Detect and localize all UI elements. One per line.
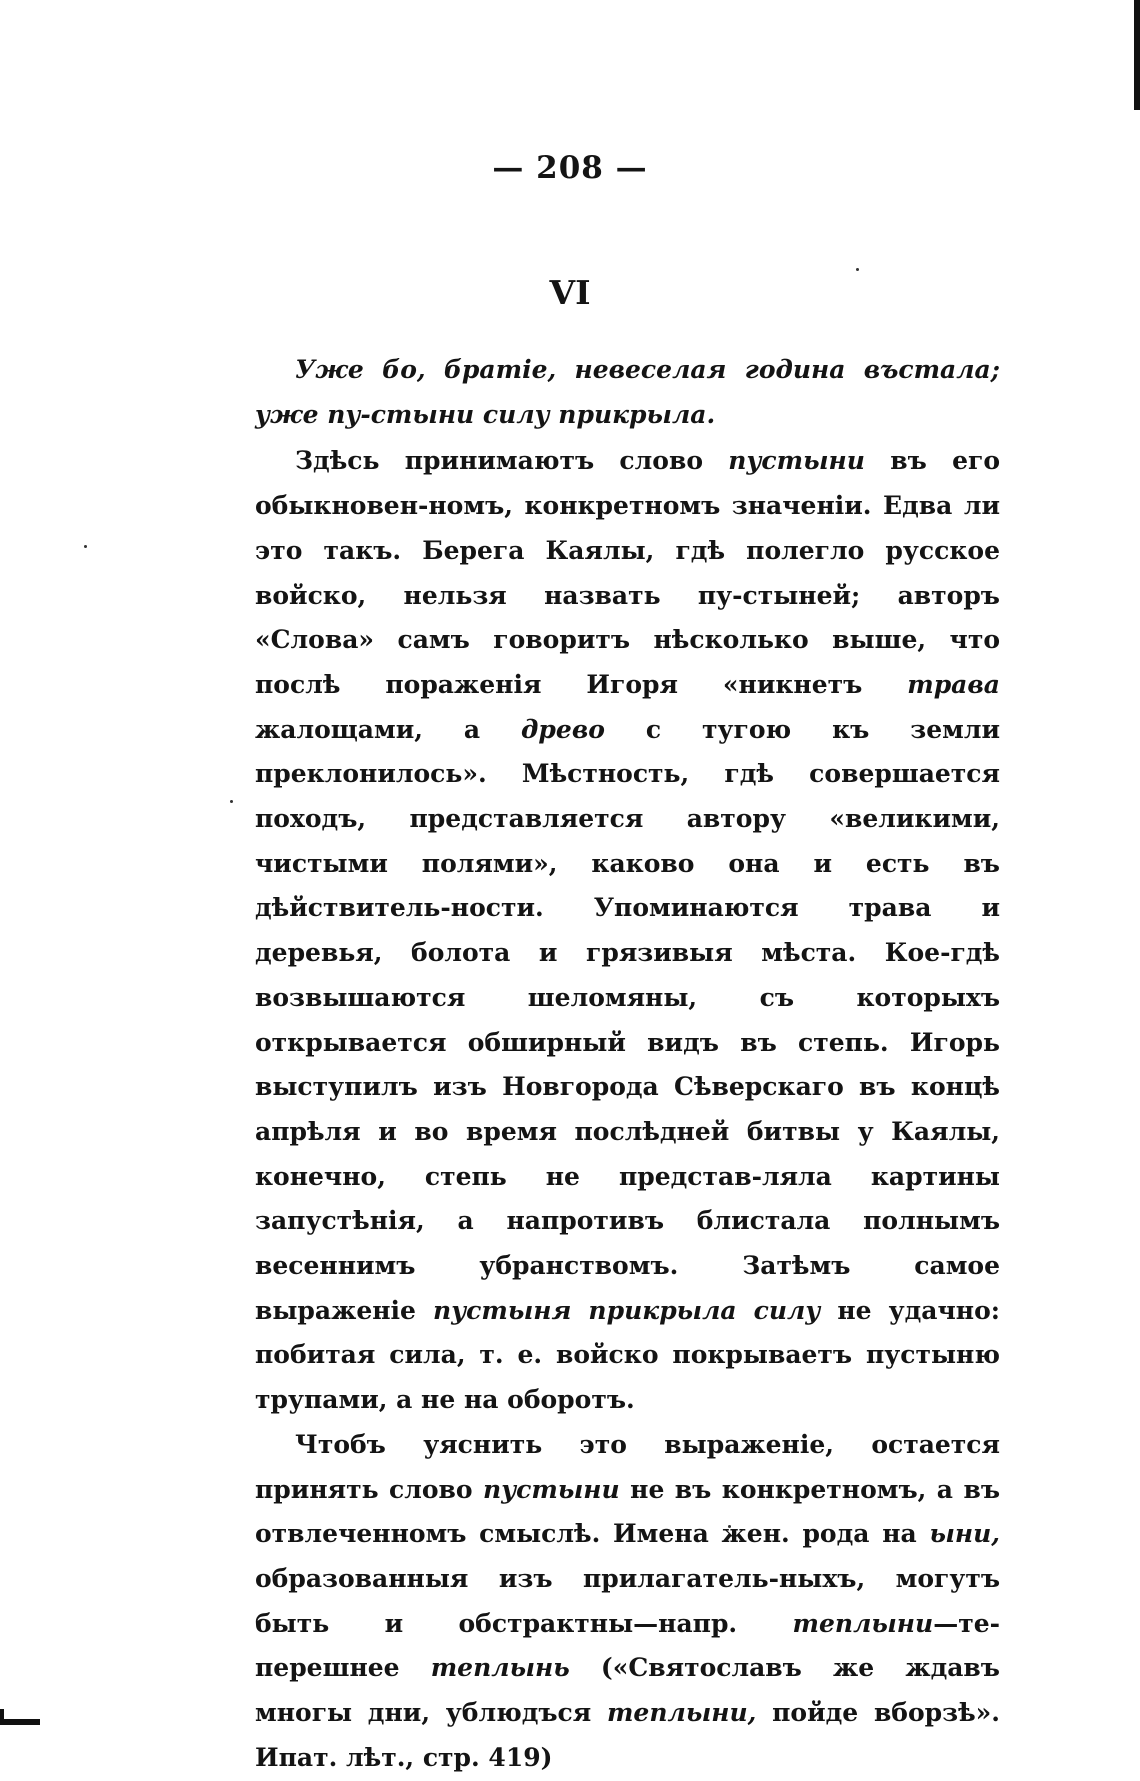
epigraph-text: Уже бо, братіе, невеселая година въстала; уже пу-стыни силу прикрыла. — [255, 355, 1000, 429]
scan-speck — [856, 268, 859, 271]
chapter-heading: VI — [549, 273, 591, 312]
text-run: пойде вборзѣ». Ипат. лѣт., стр. 419) — [255, 1698, 1001, 1772]
scan-edge-mark — [1134, 0, 1140, 110]
text-run-italic: пустыни — [728, 446, 865, 476]
text-run: жалощами, а — [255, 714, 522, 744]
body-text — [255, 348, 1000, 1781]
text-run: Чтобъ уяснить это выраженіе, остается принять слово — [255, 1429, 1000, 1504]
text-run: образованныя изъ прилагатель-ныхъ, могутъ быть и обстрактны—напр. — [255, 1563, 1000, 1638]
scan-speck — [84, 545, 87, 548]
paragraph-2 — [255, 1423, 1000, 1781]
text-run-italic: пустыни — [483, 1474, 620, 1504]
text-run-italic: древо — [521, 714, 605, 744]
scan-corner-mark — [0, 1709, 40, 1725]
scan-speck — [230, 800, 233, 803]
text-run-italic: теплынь — [430, 1653, 570, 1683]
text-run: въ его обыкновен-номъ, конкретномъ значеніи. Едва ли это такъ. Берега Каялы, гдѣ полегло русское войско, нельзя назвать пу-стыней; авторъ «Слова» самъ говоритъ нѣсколько выше, что послѣ пораженія Игоря «никнетъ — [255, 446, 1000, 699]
epigraph — [255, 348, 1000, 437]
text-run: не удачно: побитая сила, т. е. войско покрываетъ пустыню трупами, а не на оборотъ. — [255, 1295, 1000, 1415]
text-run-italic: ыни, — [929, 1519, 1000, 1549]
text-run: Здѣсь принимаютъ слово — [295, 446, 729, 476]
text-run: («Святославъ же ждавъ многы дни, ублюдъся — [255, 1653, 1000, 1728]
page-number: — 208 — — [492, 150, 648, 186]
text-run: не въ конкретномъ, а въ отвлеченномъ смыслѣ. Имена жен. рода на — [255, 1474, 1000, 1549]
text-run: с тугою къ земли преклонилось». Мѣстность, гдѣ совершается походъ, представляется автору «великими, чистыми полями», каково она и есть въ дѣйствитель-ности. Упоминаются трава и деревья, болота и грязивыя мѣста. Кое-гдѣ возвышаются шеломяны, съ которыхъ открывается обширный видъ въ степь. Игорь выступилъ изъ Новгорода Сѣверскаго въ концѣ апрѣля и во время послѣдней битвы у Каялы, конечно, степь не представ-ляла картины запустѣнія, а напротивъ блистала полнымъ весеннимъ убранствомъ. Затѣмъ самое выраженіе — [255, 714, 1001, 1325]
text-run-italic: теплыни — [792, 1608, 934, 1638]
text-run: —те-перешнее — [255, 1608, 1000, 1683]
text-run-italic: трава — [907, 669, 1000, 699]
paragraph-1 — [255, 439, 1000, 1422]
text-run-italic: теплыни, — [606, 1698, 757, 1728]
text-run-italic: пустыня прикрыла силу — [433, 1295, 821, 1325]
